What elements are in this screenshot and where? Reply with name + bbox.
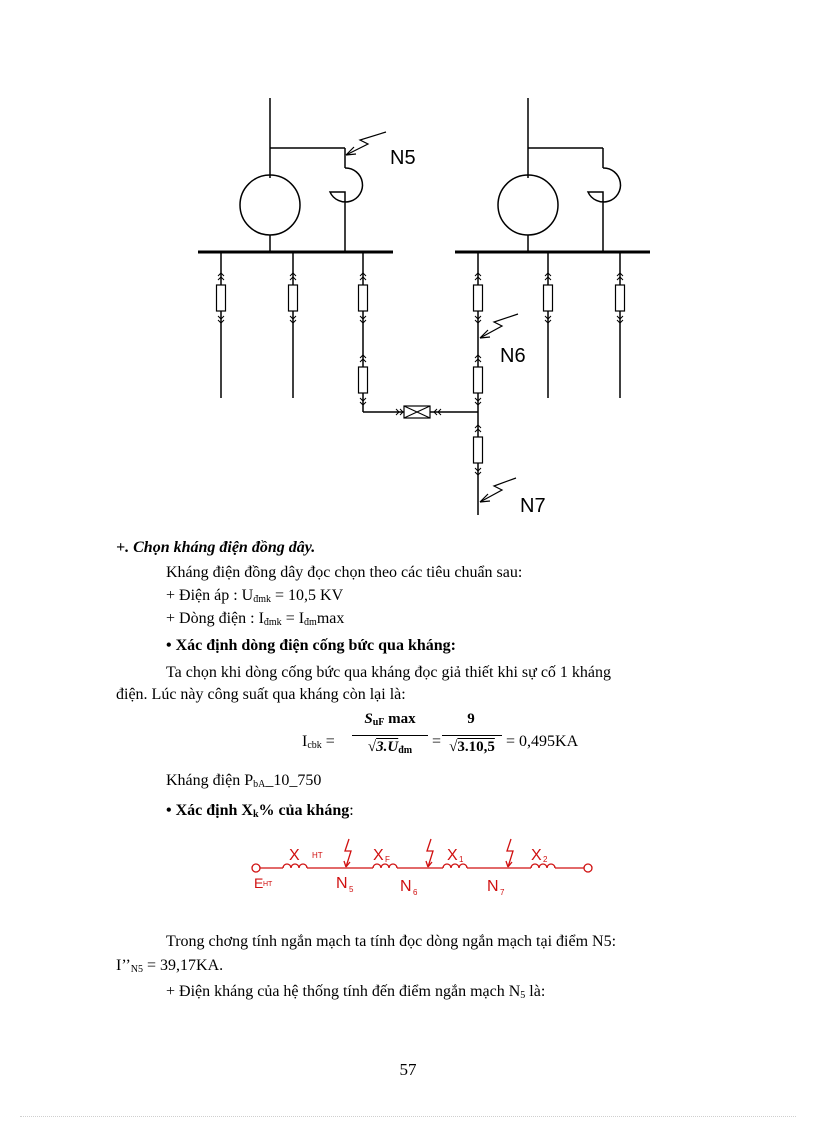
forced-current-para-2: điện. Lúc này công suất qua kháng còn lại là: [116,686,406,703]
label-xht: X [289,847,300,864]
voltage-criterion [166,586,343,610]
result-reactance-sub: 5 [520,990,526,1001]
feeder-left-1 [217,252,226,398]
generator-left [240,98,300,252]
formula-den2-root: √ [449,739,458,755]
reactor-choice-sub: bA [253,779,266,790]
fault-arrow-n6 [480,314,518,338]
xk-title [166,801,354,825]
page-bottom-rule [20,1116,796,1117]
forced-current-title [166,636,456,656]
formula-num1-tail: max [384,711,416,727]
voltage-value: = 10,5 KV [271,587,344,604]
formula-den2 [440,739,504,756]
formula-den2-main: 3.10,5 [457,739,495,755]
forced-current-title-text: Xác định dòng điện cống bức qua kháng: [175,637,456,654]
result-current-prefix: I’’ [116,957,131,974]
tie-reactor [396,406,441,418]
reactor-choice-suffix: _10_750 [265,772,322,789]
current-sub2: đm [304,617,317,628]
formula-bar2 [442,735,502,736]
formula-bar1 [352,735,428,736]
formula-lhs-sub: cbk [307,740,322,751]
label-n6-sub: 6 [413,888,418,897]
single-line-diagram [0,0,816,520]
xk-title-suffix: % của kháng [258,802,350,819]
label-n5: N5 [390,147,416,169]
fault-arrow-icon [344,839,351,867]
inductor-x1 [443,864,467,868]
label-eht-sub: HT [263,881,273,888]
label-x2: X [531,847,542,864]
label-n6: N [400,878,412,895]
fault-arrow-icon [506,839,513,867]
result-reactance-suffix: là: [525,983,546,1000]
reactor-choice [166,771,321,795]
current-middle: = I [281,610,305,627]
formula-eq1: = [325,733,335,750]
label-n7-sub: 7 [500,888,505,897]
formula-den1-sub: đm [398,745,413,756]
inductor-x2 [531,864,555,868]
page-number: 57 [399,1060,417,1079]
voltage-prefix: + Điện áp : U [166,587,254,604]
label-n5: N [336,875,348,892]
formula-result: = 0,495KA [506,733,579,750]
formula-den1-main: 3.U [376,739,399,755]
fault-arrow-n7 [480,478,516,502]
xk-title-sub: k [252,809,259,820]
fault-arrow-icon [426,839,433,867]
result-current [116,956,223,980]
formula-eq2: = [432,733,442,750]
inductor-xf [373,864,397,868]
generator-right [498,98,558,252]
section-heading: +. Chọn kháng điện đồng dây. [116,539,316,556]
label-x1: X [447,847,458,864]
label-n7: N [487,878,499,895]
current-prefix: + Dòng điện : I [166,610,264,627]
formula-lhs-main: I [302,733,308,750]
result-para-1: Trong chơng tính ngắn mạch ta tính đọc dòng ngắn mạch tại điểm N5: [166,933,617,950]
forced-current-para-1: Ta chọn khi dòng cống bức qua kháng đọc giả thiết khi sự cố 1 kháng [166,664,612,681]
label-x2-sub: 2 [543,855,548,864]
xk-title-colon: : [349,802,354,819]
formula-num1 [352,711,428,728]
inductor-xht [283,864,307,868]
bullet-icon: • [166,802,172,819]
forced-current-formula [300,705,630,767]
reactor-right [528,148,620,252]
label-n7: N7 [520,495,546,517]
label-n6: N6 [500,345,526,367]
fault-arrow-n5 [346,132,386,155]
equivalent-circuit [245,833,645,903]
formula-den1-root: √ [367,739,377,755]
label-xht-sub: HT [312,851,323,860]
label-eht: E [254,875,264,891]
result-reactance [166,982,545,1006]
formula-den1 [352,739,428,756]
feeder-right-3 [616,252,625,398]
current-sub1: đmk [263,617,282,628]
label-x1-sub: 1 [459,855,464,864]
feeder-left-3 [359,252,479,412]
feeder-left-2 [289,252,298,398]
current-suffix: max [316,610,345,627]
intro-text: Kháng điện đồng dây đọc chọn theo các tiêu chuẩn sau: [166,564,523,581]
feeder-right-1 [474,252,483,515]
feeder-right-2 [544,252,553,398]
reactor-left [330,148,362,252]
formula-num2: 9 [467,711,475,727]
label-xf-sub: F [385,855,390,864]
voltage-sub: đmk [253,594,272,605]
label-xf: X [373,847,384,864]
bullet-icon: • [166,637,172,654]
current-criterion [166,609,344,633]
xk-title-prefix: Xác định X [175,802,253,819]
result-current-value: = 39,17KA. [143,957,224,974]
label-n5-sub: 5 [349,885,354,894]
result-reactance-prefix: + Điện kháng của hệ thống tính đến điểm ngắn mạch N [166,983,521,1000]
reactor-choice-prefix: Kháng điện P [166,772,254,789]
formula-num1-main: S [364,711,373,727]
formula-lhs [302,732,335,756]
result-current-sub: N5 [130,964,144,975]
formula-num1-sub: uF [372,717,385,728]
